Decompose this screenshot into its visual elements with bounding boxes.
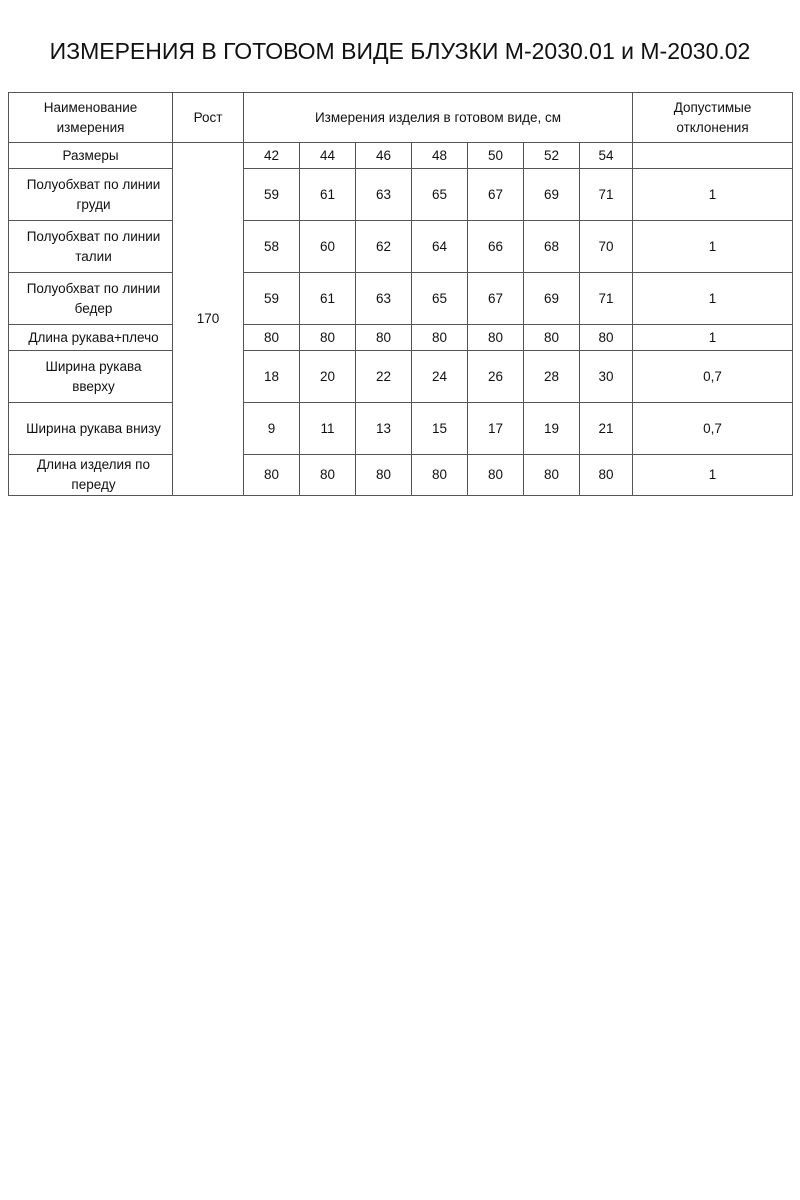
header-name-line2: измерения <box>56 119 125 135</box>
value-cell: 67 <box>468 169 524 221</box>
header-tolerance <box>633 93 793 143</box>
value-cell: 20 <box>300 351 356 403</box>
size-cell: 42 <box>244 143 300 169</box>
measurement-name-line1: Полуобхват по линии <box>26 228 161 244</box>
tolerance-cell: 1 <box>633 273 793 325</box>
tolerance-cell: 0,7 <box>633 351 793 403</box>
value-cell: 80 <box>412 325 468 351</box>
tolerance-cell: 1 <box>633 325 793 351</box>
value-cell: 26 <box>468 351 524 403</box>
value-cell: 15 <box>412 403 468 455</box>
header-measurements: Измерения изделия в готовом виде, см <box>244 93 633 143</box>
value-cell: 65 <box>412 169 468 221</box>
measurements-table <box>8 92 793 496</box>
value-cell: 80 <box>524 455 580 496</box>
sizes-row <box>9 143 793 169</box>
tolerance-cell: 1 <box>633 169 793 221</box>
value-cell: 69 <box>524 273 580 325</box>
value-cell: 80 <box>244 455 300 496</box>
header-measurement-name <box>9 93 173 143</box>
value-cell: 63 <box>356 169 412 221</box>
value-cell: 9 <box>244 403 300 455</box>
value-cell: 61 <box>300 273 356 325</box>
tolerance-empty-cell <box>633 143 793 169</box>
table-row <box>9 351 793 403</box>
value-cell: 80 <box>580 325 633 351</box>
table-row <box>9 221 793 273</box>
value-cell: 80 <box>468 325 524 351</box>
value-cell: 60 <box>300 221 356 273</box>
measurement-name <box>9 403 173 455</box>
measurement-name <box>9 169 173 221</box>
value-cell: 17 <box>468 403 524 455</box>
value-cell: 65 <box>412 273 468 325</box>
header-height: Рост <box>173 93 244 143</box>
measurement-name-line2: бедер <box>74 300 113 316</box>
header-tolerance-line1: Допустимые <box>673 99 752 115</box>
tolerance-cell: 0,7 <box>633 403 793 455</box>
value-cell: 80 <box>524 325 580 351</box>
value-cell: 68 <box>524 221 580 273</box>
value-cell: 69 <box>524 169 580 221</box>
value-cell: 66 <box>468 221 524 273</box>
value-cell: 67 <box>468 273 524 325</box>
measurement-name-line2: талии <box>75 248 112 264</box>
measurement-name-line1: Полуобхват по линии <box>26 280 161 296</box>
value-cell: 63 <box>356 273 412 325</box>
value-cell: 80 <box>356 325 412 351</box>
value-cell: 80 <box>300 455 356 496</box>
value-cell: 19 <box>524 403 580 455</box>
measurement-name-line1: Полуобхват по линии <box>26 176 161 192</box>
measurement-name <box>9 325 173 351</box>
value-cell: 80 <box>580 455 633 496</box>
header-row <box>9 93 793 143</box>
value-cell: 59 <box>244 169 300 221</box>
measurement-name-line1: Ширина рукава <box>45 358 142 374</box>
value-cell: 80 <box>412 455 468 496</box>
table-row <box>9 325 793 351</box>
value-cell: 58 <box>244 221 300 273</box>
measurement-name-line2: груди <box>76 196 111 212</box>
value-cell: 70 <box>580 221 633 273</box>
header-tolerance-line2: отклонения <box>676 119 749 135</box>
measurement-name-line2: вверху <box>72 378 115 394</box>
value-cell: 18 <box>244 351 300 403</box>
measurement-name-line1: Длина рукава+плечо <box>28 329 159 345</box>
value-cell: 80 <box>468 455 524 496</box>
page-title: ИЗМЕРЕНИЯ В ГОТОВОМ ВИДЕ БЛУЗКИ М-2030.01 и М-2030.02 <box>49 38 751 64</box>
measurement-name-line1: Длина изделия по <box>37 457 150 472</box>
value-cell: 71 <box>580 169 633 221</box>
value-cell: 59 <box>244 273 300 325</box>
measurement-name-line1: Ширина рукава внизу <box>26 420 161 436</box>
height-value: 170 <box>173 143 244 496</box>
measurement-name <box>9 351 173 403</box>
size-cell: 52 <box>524 143 580 169</box>
size-cell: 50 <box>468 143 524 169</box>
size-cell: 48 <box>412 143 468 169</box>
value-cell: 24 <box>412 351 468 403</box>
tolerance-cell: 1 <box>633 455 793 496</box>
value-cell: 71 <box>580 273 633 325</box>
value-cell: 11 <box>300 403 356 455</box>
tolerance-cell: 1 <box>633 221 793 273</box>
value-cell: 64 <box>412 221 468 273</box>
header-name-line1: Наименование <box>43 99 138 115</box>
table-row <box>9 169 793 221</box>
table-row <box>9 403 793 455</box>
table-row <box>9 273 793 325</box>
table-row <box>9 455 793 496</box>
value-cell: 13 <box>356 403 412 455</box>
value-cell: 21 <box>580 403 633 455</box>
value-cell: 22 <box>356 351 412 403</box>
sizes-label: Размеры <box>9 143 173 169</box>
value-cell: 30 <box>580 351 633 403</box>
size-cell: 46 <box>356 143 412 169</box>
value-cell: 62 <box>356 221 412 273</box>
value-cell: 80 <box>356 455 412 496</box>
value-cell: 80 <box>244 325 300 351</box>
value-cell: 80 <box>300 325 356 351</box>
value-cell: 28 <box>524 351 580 403</box>
measurement-name <box>9 273 173 325</box>
measurement-name <box>9 221 173 273</box>
measurement-name-line2: переду <box>71 477 116 492</box>
value-cell: 61 <box>300 169 356 221</box>
measurement-name <box>9 455 173 496</box>
size-cell: 44 <box>300 143 356 169</box>
size-cell: 54 <box>580 143 633 169</box>
